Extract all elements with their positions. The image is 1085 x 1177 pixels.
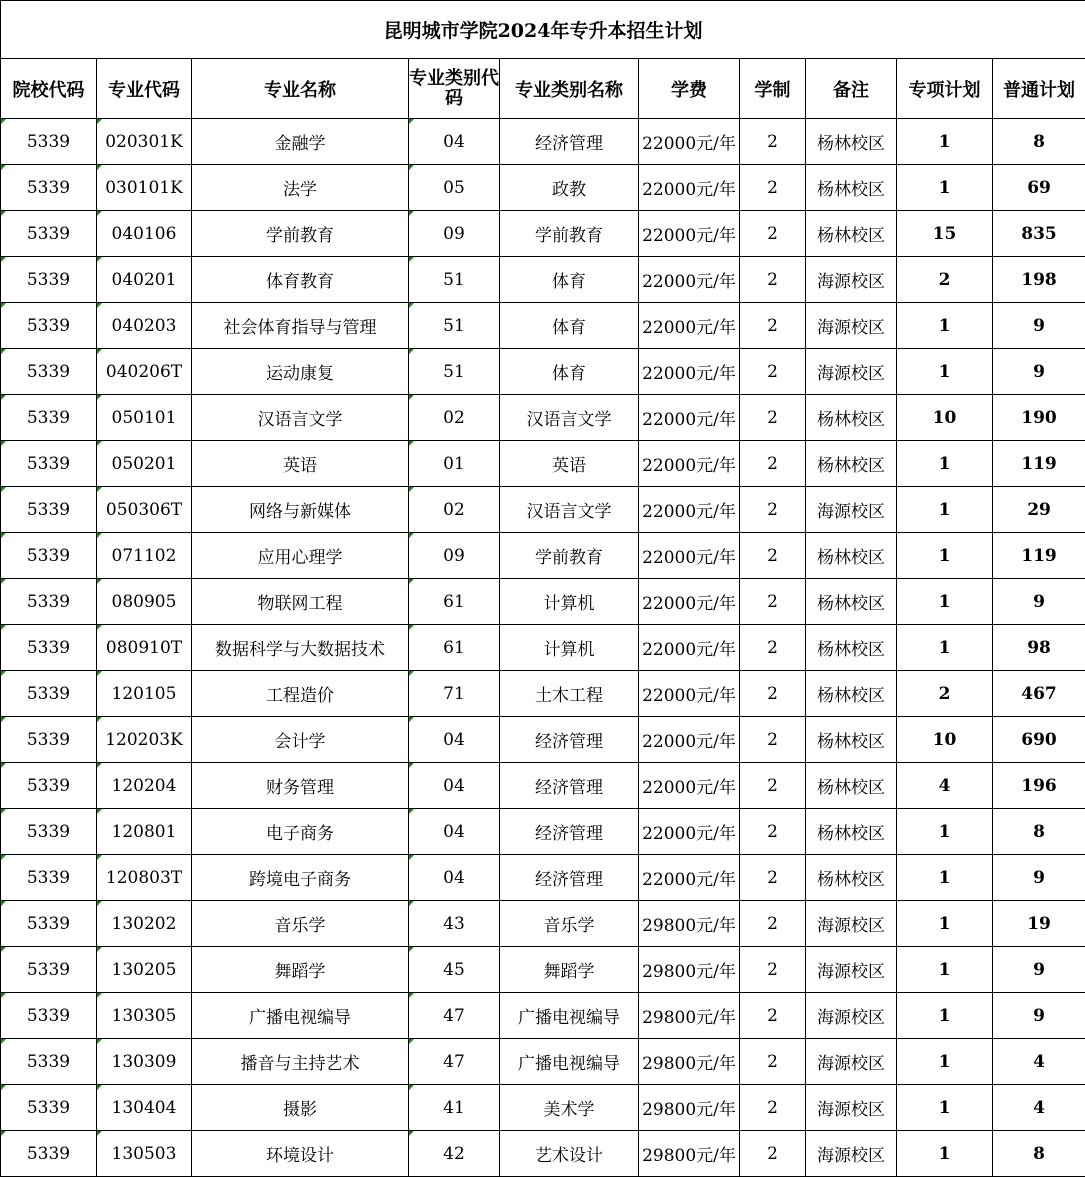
cell-general-plan: 196 — [993, 763, 1085, 809]
cell-school-code: 5339 — [1, 441, 97, 487]
cell-major-name: 应用心理学 — [192, 533, 409, 579]
cell-category-code: 02 — [409, 395, 500, 441]
cell-tuition: 22000元/年 — [639, 625, 740, 671]
cell-remark: 海源校区 — [806, 1085, 897, 1131]
cell-general-plan: 9 — [993, 855, 1085, 901]
cell-category-code: 71 — [409, 671, 500, 717]
cell-duration: 2 — [740, 717, 806, 763]
cell-school-code: 5339 — [1, 993, 97, 1039]
cell-special-plan: 1 — [897, 855, 993, 901]
cell-special-plan: 1 — [897, 625, 993, 671]
cell-tuition: 22000元/年 — [639, 349, 740, 395]
cell-general-plan: 9 — [993, 349, 1085, 395]
cell-remark: 海源校区 — [806, 349, 897, 395]
cell-tuition: 22000元/年 — [639, 809, 740, 855]
cell-duration: 2 — [740, 625, 806, 671]
cell-category-name: 广播电视编导 — [500, 1039, 639, 1085]
cell-category-code: 61 — [409, 579, 500, 625]
cell-tuition: 29800元/年 — [639, 1131, 740, 1177]
cell-duration: 2 — [740, 855, 806, 901]
cell-remark: 杨林校区 — [806, 119, 897, 165]
cell-category-code: 51 — [409, 303, 500, 349]
cell-category-name: 政教 — [500, 165, 639, 211]
table-row — [1, 1131, 1085, 1177]
cell-major-name: 运动康复 — [192, 349, 409, 395]
cell-remark: 海源校区 — [806, 1131, 897, 1177]
cell-general-plan: 29 — [993, 487, 1085, 533]
cell-tuition: 29800元/年 — [639, 947, 740, 993]
cell-category-code: 47 — [409, 993, 500, 1039]
cell-category-code: 09 — [409, 533, 500, 579]
cell-category-name: 经济管理 — [500, 809, 639, 855]
cell-school-code: 5339 — [1, 487, 97, 533]
cell-remark: 海源校区 — [806, 993, 897, 1039]
cell-major-name: 跨境电子商务 — [192, 855, 409, 901]
cell-category-code: 04 — [409, 717, 500, 763]
cell-general-plan: 9 — [993, 993, 1085, 1039]
table-title: 昆明城市学院2024年专升本招生计划 — [1, 1, 1085, 59]
cell-tuition: 22000元/年 — [639, 119, 740, 165]
cell-duration: 2 — [740, 947, 806, 993]
cell-major-code: 120803T — [97, 855, 192, 901]
cell-major-code: 130305 — [97, 993, 192, 1039]
header-school-code: 院校代码 — [1, 59, 97, 119]
cell-category-name: 经济管理 — [500, 119, 639, 165]
cell-special-plan: 1 — [897, 533, 993, 579]
cell-general-plan: 69 — [993, 165, 1085, 211]
cell-duration: 2 — [740, 809, 806, 855]
cell-category-name: 英语 — [500, 441, 639, 487]
header-major-name: 专业名称 — [192, 59, 409, 119]
cell-special-plan: 1 — [897, 947, 993, 993]
cell-school-code: 5339 — [1, 855, 97, 901]
cell-major-code: 040201 — [97, 257, 192, 303]
cell-category-code: 04 — [409, 119, 500, 165]
cell-category-name: 土木工程 — [500, 671, 639, 717]
cell-category-code: 47 — [409, 1039, 500, 1085]
table-row — [1, 947, 1085, 993]
cell-duration: 2 — [740, 487, 806, 533]
cell-school-code: 5339 — [1, 395, 97, 441]
cell-major-name: 体育教育 — [192, 257, 409, 303]
cell-school-code: 5339 — [1, 257, 97, 303]
cell-category-name: 计算机 — [500, 625, 639, 671]
cell-tuition: 22000元/年 — [639, 763, 740, 809]
cell-special-plan: 2 — [897, 257, 993, 303]
cell-remark: 杨林校区 — [806, 441, 897, 487]
cell-general-plan: 4 — [993, 1085, 1085, 1131]
cell-category-name: 广播电视编导 — [500, 993, 639, 1039]
cell-duration: 2 — [740, 993, 806, 1039]
cell-school-code: 5339 — [1, 809, 97, 855]
cell-general-plan: 8 — [993, 1131, 1085, 1177]
cell-general-plan: 98 — [993, 625, 1085, 671]
cell-category-code: 05 — [409, 165, 500, 211]
table-row — [1, 763, 1085, 809]
cell-remark: 杨林校区 — [806, 395, 897, 441]
cell-category-name: 经济管理 — [500, 717, 639, 763]
cell-duration: 2 — [740, 119, 806, 165]
cell-major-code: 050201 — [97, 441, 192, 487]
table-row — [1, 809, 1085, 855]
cell-tuition: 22000元/年 — [639, 395, 740, 441]
cell-major-code: 120105 — [97, 671, 192, 717]
cell-remark: 杨林校区 — [806, 625, 897, 671]
cell-remark: 海源校区 — [806, 901, 897, 947]
cell-school-code: 5339 — [1, 625, 97, 671]
cell-general-plan: 690 — [993, 717, 1085, 763]
cell-major-name: 广播电视编导 — [192, 993, 409, 1039]
cell-category-name: 音乐学 — [500, 901, 639, 947]
header-remark: 备注 — [806, 59, 897, 119]
cell-major-code: 120203K — [97, 717, 192, 763]
cell-remark: 杨林校区 — [806, 809, 897, 855]
header-row — [1, 59, 1085, 119]
cell-general-plan: 119 — [993, 533, 1085, 579]
table-row — [1, 1085, 1085, 1131]
cell-category-code: 51 — [409, 349, 500, 395]
cell-special-plan: 1 — [897, 303, 993, 349]
cell-duration: 2 — [740, 395, 806, 441]
cell-general-plan: 8 — [993, 119, 1085, 165]
cell-category-name: 体育 — [500, 303, 639, 349]
cell-major-name: 音乐学 — [192, 901, 409, 947]
cell-general-plan: 19 — [993, 901, 1085, 947]
cell-remark: 杨林校区 — [806, 211, 897, 257]
cell-general-plan: 9 — [993, 303, 1085, 349]
table-row — [1, 303, 1085, 349]
cell-special-plan: 1 — [897, 809, 993, 855]
cell-tuition: 22000元/年 — [639, 717, 740, 763]
cell-category-name: 体育 — [500, 349, 639, 395]
cell-major-name: 金融学 — [192, 119, 409, 165]
cell-special-plan: 1 — [897, 349, 993, 395]
cell-general-plan: 9 — [993, 579, 1085, 625]
cell-major-code: 080905 — [97, 579, 192, 625]
cell-category-code: 42 — [409, 1131, 500, 1177]
cell-school-code: 5339 — [1, 119, 97, 165]
cell-duration: 2 — [740, 1131, 806, 1177]
table-row — [1, 533, 1085, 579]
cell-school-code: 5339 — [1, 165, 97, 211]
cell-duration: 2 — [740, 211, 806, 257]
cell-general-plan: 119 — [993, 441, 1085, 487]
cell-tuition: 22000元/年 — [639, 165, 740, 211]
cell-category-name: 美术学 — [500, 1085, 639, 1131]
cell-duration: 2 — [740, 165, 806, 211]
cell-category-name: 汉语言文学 — [500, 395, 639, 441]
cell-tuition: 22000元/年 — [639, 487, 740, 533]
cell-category-name: 计算机 — [500, 579, 639, 625]
cell-tuition: 22000元/年 — [639, 533, 740, 579]
cell-remark: 杨林校区 — [806, 717, 897, 763]
cell-remark: 杨林校区 — [806, 671, 897, 717]
cell-special-plan: 2 — [897, 671, 993, 717]
cell-category-name: 学前教育 — [500, 533, 639, 579]
cell-category-code: 45 — [409, 947, 500, 993]
cell-major-code: 120204 — [97, 763, 192, 809]
cell-school-code: 5339 — [1, 947, 97, 993]
cell-general-plan: 835 — [993, 211, 1085, 257]
cell-remark: 海源校区 — [806, 257, 897, 303]
cell-duration: 2 — [740, 441, 806, 487]
table-row — [1, 165, 1085, 211]
table-row — [1, 441, 1085, 487]
cell-school-code: 5339 — [1, 901, 97, 947]
cell-special-plan: 1 — [897, 993, 993, 1039]
cell-school-code: 5339 — [1, 579, 97, 625]
cell-special-plan: 1 — [897, 119, 993, 165]
cell-duration: 2 — [740, 349, 806, 395]
cell-category-name: 艺术设计 — [500, 1131, 639, 1177]
cell-remark: 海源校区 — [806, 947, 897, 993]
cell-major-name: 摄影 — [192, 1085, 409, 1131]
table-row — [1, 671, 1085, 717]
cell-school-code: 5339 — [1, 763, 97, 809]
cell-tuition: 22000元/年 — [639, 855, 740, 901]
cell-duration: 2 — [740, 303, 806, 349]
cell-general-plan: 9 — [993, 947, 1085, 993]
cell-category-name: 体育 — [500, 257, 639, 303]
cell-category-code: 09 — [409, 211, 500, 257]
cell-category-name: 经济管理 — [500, 763, 639, 809]
cell-category-name: 汉语言文学 — [500, 487, 639, 533]
cell-major-name: 环境设计 — [192, 1131, 409, 1177]
cell-school-code: 5339 — [1, 349, 97, 395]
cell-school-code: 5339 — [1, 671, 97, 717]
cell-school-code: 5339 — [1, 1085, 97, 1131]
cell-major-code: 020301K — [97, 119, 192, 165]
cell-tuition: 22000元/年 — [639, 671, 740, 717]
cell-major-code: 040206T — [97, 349, 192, 395]
table-row — [1, 487, 1085, 533]
cell-tuition: 22000元/年 — [639, 257, 740, 303]
cell-category-code: 61 — [409, 625, 500, 671]
table-row — [1, 395, 1085, 441]
cell-major-name: 社会体育指导与管理 — [192, 303, 409, 349]
cell-special-plan: 1 — [897, 165, 993, 211]
cell-duration: 2 — [740, 671, 806, 717]
cell-school-code: 5339 — [1, 717, 97, 763]
cell-school-code: 5339 — [1, 1039, 97, 1085]
table-row — [1, 579, 1085, 625]
cell-major-name: 会计学 — [192, 717, 409, 763]
cell-major-code: 050306T — [97, 487, 192, 533]
table-row — [1, 211, 1085, 257]
table-row — [1, 1039, 1085, 1085]
cell-school-code: 5339 — [1, 533, 97, 579]
cell-major-code: 030101K — [97, 165, 192, 211]
cell-remark: 杨林校区 — [806, 533, 897, 579]
cell-special-plan: 1 — [897, 901, 993, 947]
cell-remark: 杨林校区 — [806, 579, 897, 625]
cell-major-name: 舞蹈学 — [192, 947, 409, 993]
cell-tuition: 22000元/年 — [639, 579, 740, 625]
cell-tuition: 29800元/年 — [639, 901, 740, 947]
cell-category-code: 02 — [409, 487, 500, 533]
table-row — [1, 855, 1085, 901]
cell-general-plan: 190 — [993, 395, 1085, 441]
cell-category-code: 04 — [409, 855, 500, 901]
cell-special-plan: 1 — [897, 487, 993, 533]
table-row — [1, 257, 1085, 303]
cell-tuition: 29800元/年 — [639, 1039, 740, 1085]
header-general-plan: 普通计划 — [993, 59, 1085, 119]
cell-duration: 2 — [740, 579, 806, 625]
cell-major-code: 130404 — [97, 1085, 192, 1131]
cell-tuition: 22000元/年 — [639, 303, 740, 349]
cell-remark: 海源校区 — [806, 487, 897, 533]
cell-major-code: 040106 — [97, 211, 192, 257]
cell-duration: 2 — [740, 257, 806, 303]
cell-remark: 海源校区 — [806, 303, 897, 349]
cell-duration: 2 — [740, 533, 806, 579]
cell-major-name: 数据科学与大数据技术 — [192, 625, 409, 671]
cell-major-name: 英语 — [192, 441, 409, 487]
cell-major-code: 050101 — [97, 395, 192, 441]
cell-major-name: 播音与主持艺术 — [192, 1039, 409, 1085]
cell-major-name: 法学 — [192, 165, 409, 211]
cell-special-plan: 10 — [897, 395, 993, 441]
cell-remark: 海源校区 — [806, 1039, 897, 1085]
cell-major-code: 080910T — [97, 625, 192, 671]
table-row — [1, 119, 1085, 165]
cell-major-name: 电子商务 — [192, 809, 409, 855]
cell-school-code: 5339 — [1, 211, 97, 257]
cell-major-name: 工程造价 — [192, 671, 409, 717]
cell-major-code: 040203 — [97, 303, 192, 349]
header-category-code: 专业类别代 码 — [409, 59, 500, 119]
cell-major-code: 120801 — [97, 809, 192, 855]
table-row — [1, 717, 1085, 763]
cell-special-plan: 1 — [897, 1131, 993, 1177]
cell-major-code: 130202 — [97, 901, 192, 947]
cell-category-code: 04 — [409, 809, 500, 855]
cell-major-code: 130503 — [97, 1131, 192, 1177]
cell-tuition: 29800元/年 — [639, 993, 740, 1039]
cell-remark: 杨林校区 — [806, 763, 897, 809]
cell-special-plan: 1 — [897, 579, 993, 625]
cell-remark: 杨林校区 — [806, 165, 897, 211]
header-special-plan: 专项计划 — [897, 59, 993, 119]
table-row — [1, 625, 1085, 671]
cell-remark: 杨林校区 — [806, 855, 897, 901]
table-row — [1, 901, 1085, 947]
cell-category-name: 学前教育 — [500, 211, 639, 257]
cell-tuition: 22000元/年 — [639, 441, 740, 487]
cell-category-code: 01 — [409, 441, 500, 487]
cell-general-plan: 4 — [993, 1039, 1085, 1085]
cell-special-plan: 1 — [897, 441, 993, 487]
cell-special-plan: 1 — [897, 1039, 993, 1085]
cell-major-code: 130205 — [97, 947, 192, 993]
cell-category-name: 舞蹈学 — [500, 947, 639, 993]
cell-school-code: 5339 — [1, 1131, 97, 1177]
cell-major-name: 物联网工程 — [192, 579, 409, 625]
cell-general-plan: 198 — [993, 257, 1085, 303]
cell-major-name: 网络与新媒体 — [192, 487, 409, 533]
cell-major-name: 财务管理 — [192, 763, 409, 809]
cell-special-plan: 10 — [897, 717, 993, 763]
cell-major-name: 汉语言文学 — [192, 395, 409, 441]
header-duration: 学制 — [740, 59, 806, 119]
cell-major-name: 学前教育 — [192, 211, 409, 257]
cell-duration: 2 — [740, 763, 806, 809]
cell-general-plan: 467 — [993, 671, 1085, 717]
title-row — [1, 1, 1085, 59]
header-major-code: 专业代码 — [97, 59, 192, 119]
cell-category-code: 04 — [409, 763, 500, 809]
cell-duration: 2 — [740, 1039, 806, 1085]
cell-major-code: 071102 — [97, 533, 192, 579]
header-category-name: 专业类别名称 — [500, 59, 639, 119]
cell-duration: 2 — [740, 1085, 806, 1131]
cell-tuition: 29800元/年 — [639, 1085, 740, 1131]
header-tuition: 学费 — [639, 59, 740, 119]
cell-category-code: 43 — [409, 901, 500, 947]
cell-special-plan: 1 — [897, 1085, 993, 1131]
cell-category-code: 51 — [409, 257, 500, 303]
cell-tuition: 22000元/年 — [639, 211, 740, 257]
cell-special-plan: 4 — [897, 763, 993, 809]
cell-duration: 2 — [740, 901, 806, 947]
cell-category-code: 41 — [409, 1085, 500, 1131]
cell-school-code: 5339 — [1, 303, 97, 349]
table-row — [1, 349, 1085, 395]
cell-category-name: 经济管理 — [500, 855, 639, 901]
cell-special-plan: 15 — [897, 211, 993, 257]
table-row — [1, 993, 1085, 1039]
cell-general-plan: 8 — [993, 809, 1085, 855]
cell-major-code: 130309 — [97, 1039, 192, 1085]
